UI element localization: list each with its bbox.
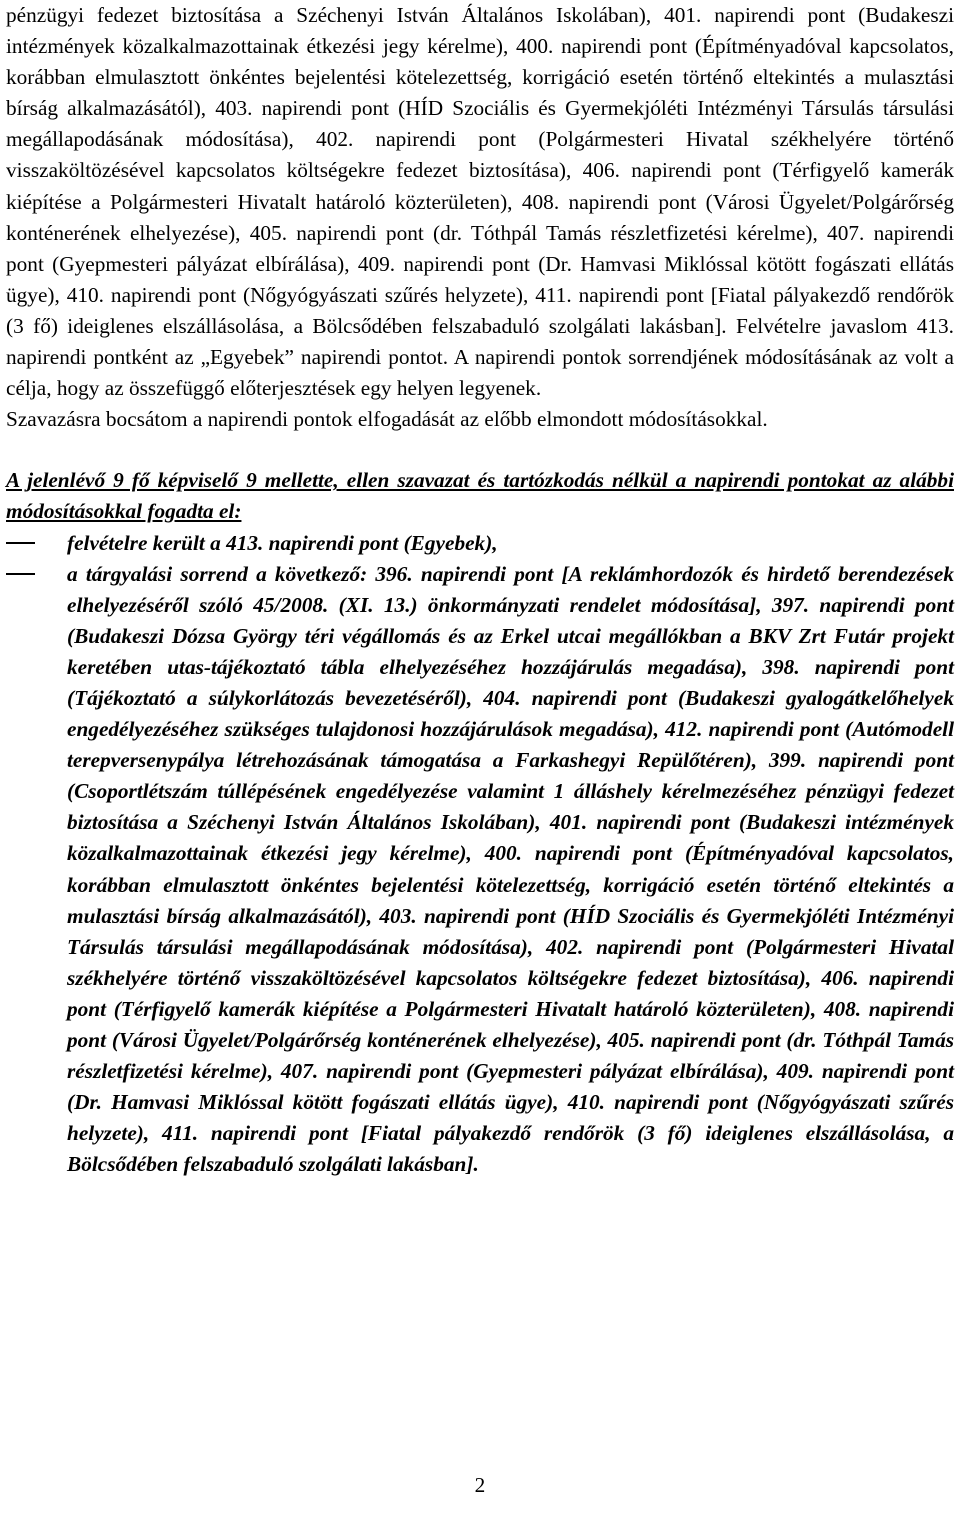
decision-item-text: felvételre került a 413. napirendi pont (Egyebek),	[67, 530, 498, 555]
decision-item	[6, 528, 954, 559]
vote-call: Szavazásra bocsátom a napirendi pontok elfogadását az előbb elmondott módosításokkal.	[6, 407, 768, 432]
section-spacer	[6, 435, 954, 465]
decision-heading	[6, 465, 954, 527]
decision-list	[6, 528, 954, 1181]
decision-heading-text: A jelenlévő 9 fő képviselő 9 mellette, ellen szavazat és tartózkodás nélkül a napirendi pontokat az alábbi módosításokkal fogadta el:	[6, 468, 954, 524]
intro-paragraph: pénzügyi fedezet biztosítása a Széchenyi István Általános Iskolában), 401. napirendi pont (Budakeszi intézmények közalkalmazottainak étkezési jegy kérelme), 400. napirendi pont (Építményadóval kapcsolatos, korábban elmulasztott önkéntes bejelentési kötelezettség, korrigáció esetén történő eltekintés a mulasztási bírság alkalmazásától), 403. napirendi pont (HÍD Szociális és Gyermekjóléti Intézményi Társulás társulási megállapodásának módosítása), 402. napirendi pont (Polgármesteri Hivatal székhelyére történő visszaköltözésével kapcsolatos költségekre fedezet biztosítása), 406. napirendi pont (Térfigyelő kamerák kiépítése a Polgármesteri Hivatalt határoló közterületen), 408. napirendi pont (Városi Ügyelet/Polgárőrség konténerének elhelyezése), 405. napirendi pont (dr. Tóthpál Tamás részletfizetési kérelme), 407. napirendi pont (Gyepmesteri pályázat elbírálása), 409. napirendi pont (Dr. Hamvasi Miklóssal kötött fogászati ellátás ügye), 410. napirendi pont (Nőgyógyászati szűrés helyzete), 411. napirendi pont [Fiatal pályakezdő rendőrök (3 fő) ideiglenes elszállásolása, a Bölcsődében felszabaduló szolgálati lakásban]. Felvételre javaslom 413. napirendi pontként az „Egyebek” napirendi pontot. A napirendi pontok sorrendjének módosításának az volt a célja, hogy az összefüggő előterjesztések egy helyen legyenek.	[6, 3, 954, 401]
dash-bullet-icon	[6, 542, 35, 544]
decision-item-text: a tárgyalási sorrend a következő: 396. napirendi pont [A reklámhordozók és hirdető berendezések elhelyezéséről szóló 45/2008. (XI. 13.) önkormányzati rendelet módosítása], 397. napirendi pont (Budakeszi Dózsa György téri végállomás és az Erkel utcai megállókban a BKV Zrt Futár projekt keretében utas-tájékoztató tábla elhelyezéséhez hozzájárulás megadása), 398. napirendi pont (Tájékoztató a súlykorlátozás bevezetéséről), 404. napirendi pont (Budakeszi gyalogátkelőhelyek engedélyezéséhez szükséges tulajdonosi hozzájárulások megadása), 412. napirendi pont (Autómodell terepversenypálya létrehozásának támogatása a Farkashegyi Repülőtéren), 399. napirendi pont (Csoportlétszám túllépésének engedélyezése valamint 1 álláshely kérelmezéséhez pénzügyi fedezet biztosítása a Széchenyi István Általános Iskolában), 401. napirendi pont (Budakeszi intézmények közalkalmazottainak étkezési jegy kérelme), 400. napirendi pont (Építményadóval kapcsolatos, korábban elmulasztott önkéntes bejelentési kötelezettség, korrigáció esetén történő eltekintés a mulasztási bírság alkalmazásától), 403. napirendi pont (HÍD Szociális és Gyermekjóléti Intézményi Társulás társulási megállapodásának módosítása), 402. napirendi pont (Polgármesteri Hivatal székhelyére történő visszaköltözésével kapcsolatos költségekre fedezet biztosítása), 406. napirendi pont (Térfigyelő kamerák kiépítése a Polgármesteri Hivatalt határoló közterületen), 408. napirendi pont (Városi Ügyelet/Polgárőrség konténerének elhelyezése), 405. napirendi pont (dr. Tóthpál Tamás részletfizetési kérelme), 407. napirendi pont (Gyepmesteri pályázat elbírálása), 409. napirendi pont (Dr. Hamvasi Miklóssal kötött fogászati ellátás ügye), 410. napirendi pont (Nőgyógyászati szűrés helyzete), 411. napirendi pont [Fiatal pályakezdő rendőrök (3 fő) ideiglenes elszállásolása, a Bölcsődében felszabaduló szolgálati lakásban].	[67, 561, 954, 1177]
decision-item	[6, 559, 954, 1181]
page-number: 2	[474, 1473, 486, 1497]
dash-bullet-icon	[6, 573, 35, 575]
document-page	[6, 0, 954, 1180]
